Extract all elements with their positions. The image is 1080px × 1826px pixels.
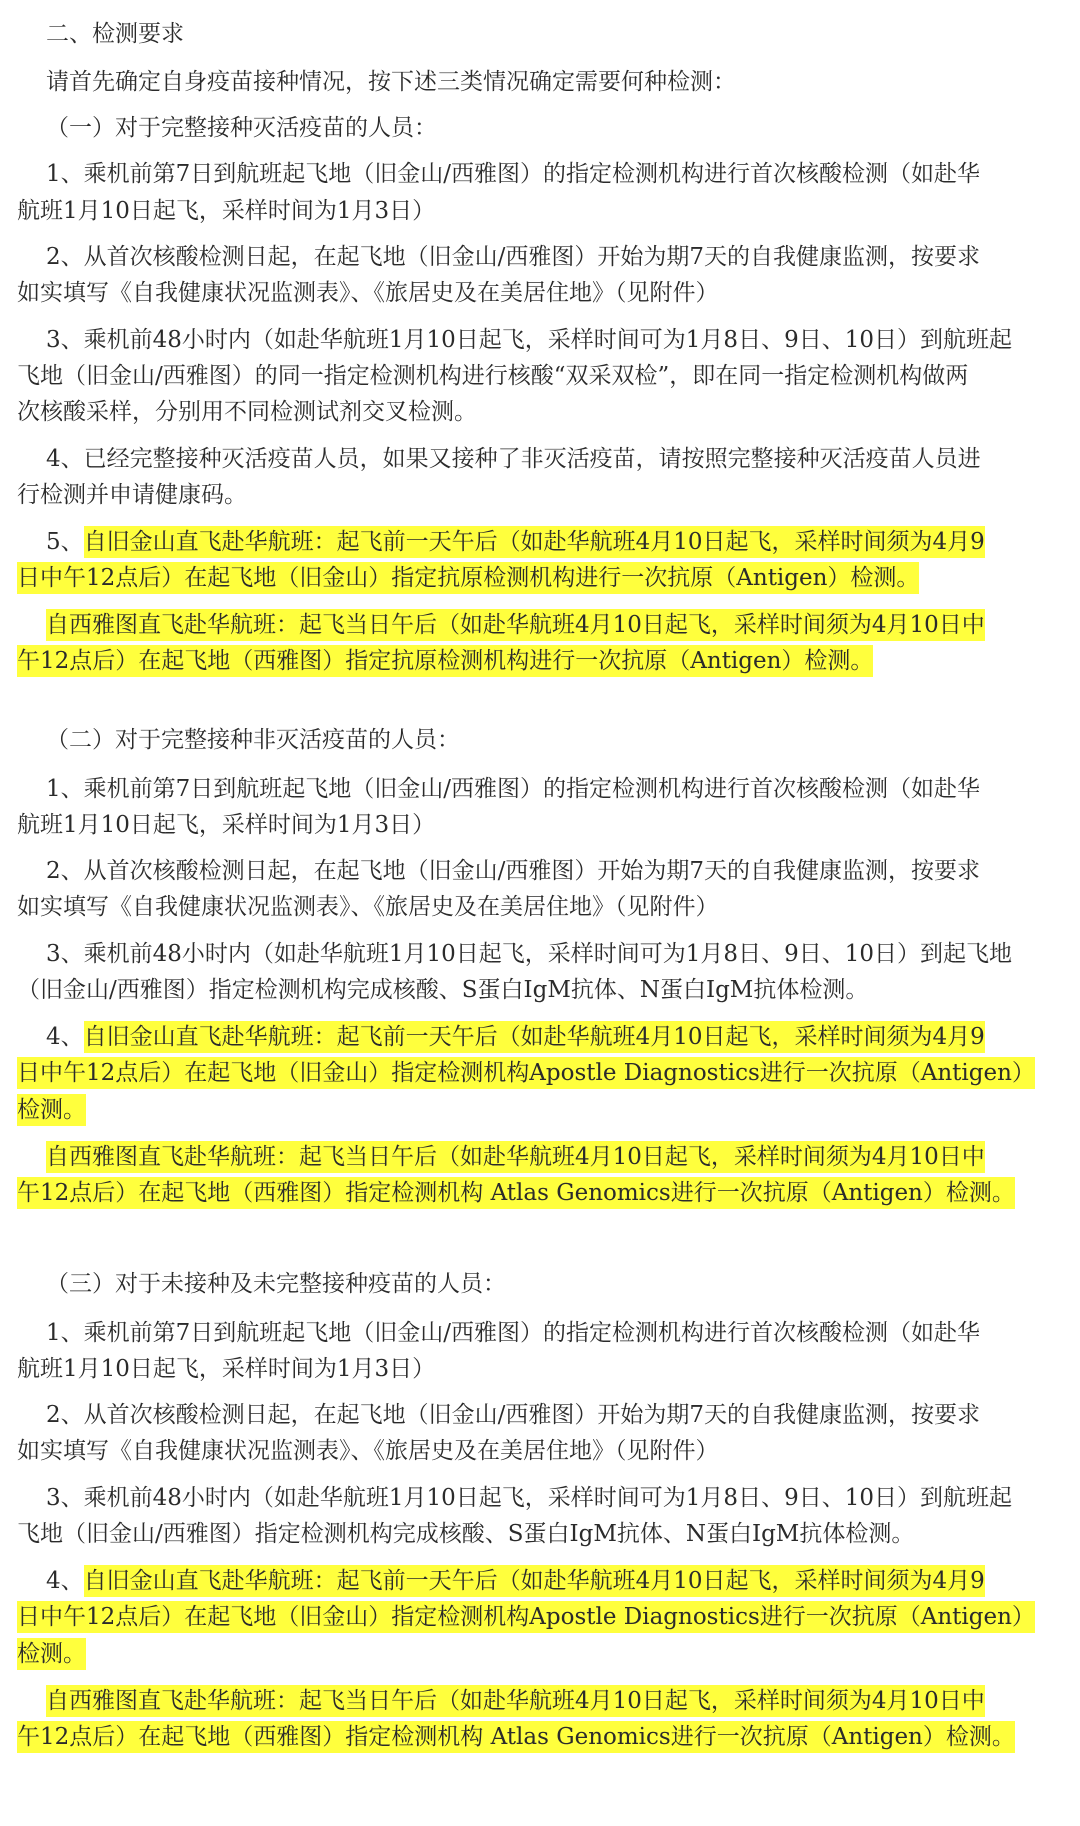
text-run: 飞地（旧金山/西雅图）的同一指定检测机构进行核酸“双采双检”，即在同一指定检测机构做两 [17, 363, 969, 389]
text-run: 2、从首次核酸检测日起，在起飞地（旧金山/西雅图）开始为期7天的自我健康监测，按要求 [46, 1402, 981, 1428]
text-run: 如实填写《自我健康状况监测表》、《旅居史及在美居住地》（见附件） [17, 894, 719, 920]
text-run: 2、从首次核酸检测日起，在起飞地（旧金山/西雅图）开始为期7天的自我健康监测，按要求 [46, 858, 981, 884]
s1-item2-line1 [46, 239, 1072, 275]
s1-item4-line2 [17, 477, 1072, 513]
s2-item4-line1 [46, 1019, 1072, 1055]
text-run: 1、乘机前第7日到航班起飞地（旧金山/西雅图）的指定检测机构进行首次核酸检测（如赴华 [46, 776, 981, 802]
text-run: （一）对于完整接种灭活疫苗的人员： [46, 115, 437, 141]
text-run: （三）对于未接种及未完整接种疫苗的人员： [46, 1271, 506, 1297]
highlight: 午12点后）在起飞地（西雅图）指定检测机构 Atlas Genomics进行一次抗原（Antigen）检测。 [17, 1724, 1015, 1750]
s2-item5-line2 [17, 1175, 1072, 1211]
s1-item5-line1 [46, 524, 1072, 560]
text-run: （二）对于完整接种非灭活疫苗的人员： [46, 727, 460, 753]
section3-title [46, 1266, 1072, 1302]
highlight: 自旧金山直飞赴华航班：起飞前一天午后（如赴华航班4月10日起飞，采样时间须为4月9 [83, 1568, 985, 1594]
s1-item6-line2 [17, 643, 1072, 679]
s2-item2-line2 [17, 889, 1072, 925]
highlight: 自旧金山直飞赴华航班：起飞前一天午后（如赴华航班4月10日起飞，采样时间须为4月9 [83, 529, 985, 555]
section-heading [46, 16, 1072, 52]
highlight: 自西雅图直飞赴华航班：起飞当日午后（如赴华航班4月10日起飞，采样时间须为4月10日中 [46, 1144, 985, 1170]
text-run: 航班1月10日起飞，采样时间为1月3日） [17, 198, 436, 224]
s1-item4-line1 [46, 441, 1072, 477]
highlight: 自西雅图直飞赴华航班：起飞当日午后（如赴华航班4月10日起飞，采样时间须为4月10日中 [46, 612, 985, 638]
s2-item4-line3 [17, 1092, 1072, 1128]
highlight: 检测。 [17, 1641, 86, 1667]
text-run: 3、乘机前48小时内（如赴华航班1月10日起飞，采样时间可为1月8日、9日、10日）到起飞地 [46, 941, 1012, 967]
s2-item1-line2 [17, 807, 1072, 843]
section2-title [46, 722, 1072, 758]
intro-text [46, 64, 1072, 100]
text-run: （旧金山/西雅图）指定检测机构完成核酸、S蛋白IgM抗体、N蛋白IgM抗体检测。 [17, 977, 869, 1003]
s1-item3-line2 [17, 358, 1072, 394]
s3-item4-number: 4、 [46, 1568, 84, 1594]
s1-item2-line2 [17, 275, 1072, 311]
text-run: 如实填写《自我健康状况监测表》、《旅居史及在美居住地》（见附件） [17, 280, 719, 306]
s2-item3-line1 [46, 936, 1072, 972]
text-run: 行检测并申请健康码。 [17, 482, 247, 508]
text-run: 飞地（旧金山/西雅图）指定检测机构完成核酸、S蛋白IgM抗体、N蛋白IgM抗体检测。 [17, 1521, 915, 1547]
s3-item3-line1 [46, 1480, 1072, 1516]
s2-item2-line1 [46, 853, 1072, 889]
s3-item4-line1 [46, 1563, 1072, 1599]
text-run: 如实填写《自我健康状况监测表》、《旅居史及在美居住地》（见附件） [17, 1438, 719, 1464]
text-run: 1、乘机前第7日到航班起飞地（旧金山/西雅图）的指定检测机构进行首次核酸检测（如赴华 [46, 1320, 981, 1346]
text-run: 次核酸采样，分别用不同检测试剂交叉检测。 [17, 399, 477, 425]
text-run: 2、从首次核酸检测日起，在起飞地（旧金山/西雅图）开始为期7天的自我健康监测，按要求 [46, 244, 981, 270]
s1-item3-line3 [17, 394, 1072, 430]
s1-item6-line1 [46, 607, 1072, 643]
s3-item1-line2 [17, 1351, 1072, 1387]
highlight: 日中午12点后）在起飞地（旧金山）指定检测机构Apostle Diagnostics进行一次抗原（Antigen） [17, 1604, 1035, 1630]
highlight: 自旧金山直飞赴华航班：起飞前一天午后（如赴华航班4月10日起飞，采样时间须为4月9 [83, 1024, 985, 1050]
s3-item5-line2 [17, 1719, 1072, 1755]
s2-item4-line2 [17, 1055, 1072, 1091]
text-run: 航班1月10日起飞，采样时间为1月3日） [17, 812, 436, 838]
s2-item1-line1 [46, 771, 1072, 807]
text-run: 请首先确定自身疫苗接种情况，按下述三类情况确定需要何种检测： [46, 69, 736, 95]
text-run: 3、乘机前48小时内（如赴华航班1月10日起飞，采样时间可为1月8日、9日、10日）到航班起 [46, 327, 1012, 353]
highlight: 午12点后）在起飞地（西雅图）指定抗原检测机构进行一次抗原（Antigen）检测。 [17, 648, 874, 674]
highlight: 午12点后）在起飞地（西雅图）指定检测机构 Atlas Genomics进行一次抗原（Antigen）检测。 [17, 1180, 1015, 1206]
text-run: 3、乘机前48小时内（如赴华航班1月10日起飞，采样时间可为1月8日、9日、10日）到航班起 [46, 1485, 1012, 1511]
s2-item4-number: 4、 [46, 1024, 84, 1050]
s1-item1-line1 [46, 156, 1072, 192]
section1-title [46, 110, 1072, 146]
s2-item3-line2 [17, 972, 1072, 1008]
s3-item2-line2 [17, 1433, 1072, 1469]
s3-item4-line3 [17, 1636, 1072, 1672]
s3-item5-line1 [46, 1683, 1072, 1719]
highlight: 日中午12点后）在起飞地（旧金山）指定抗原检测机构进行一次抗原（Antigen）检测。 [17, 565, 920, 591]
s2-item5-line1 [46, 1139, 1072, 1175]
s1-item3-line1 [46, 322, 1072, 358]
s1-item5-line2 [17, 560, 1072, 596]
highlight: 检测。 [17, 1097, 86, 1123]
highlight: 自西雅图直飞赴华航班：起飞当日午后（如赴华航班4月10日起飞，采样时间须为4月10日中 [46, 1688, 985, 1714]
text-run: 4、已经完整接种灭活疫苗人员，如果又接种了非灭活疫苗，请按照完整接种灭活疫苗人员进 [46, 446, 981, 472]
s3-item1-line1 [46, 1315, 1072, 1351]
s3-item2-line1 [46, 1397, 1072, 1433]
s1-item5-number: 5、 [46, 529, 84, 555]
text-run: 航班1月10日起飞，采样时间为1月3日） [17, 1356, 436, 1382]
highlight: 日中午12点后）在起飞地（旧金山）指定检测机构Apostle Diagnostics进行一次抗原（Antigen） [17, 1060, 1035, 1086]
s3-item3-line2 [17, 1516, 1072, 1552]
s3-item4-line2 [17, 1599, 1072, 1635]
s1-item1-line2 [17, 193, 1072, 229]
text-run: 1、乘机前第7日到航班起飞地（旧金山/西雅图）的指定检测机构进行首次核酸检测（如赴华 [46, 161, 981, 187]
text-run: 二、检测要求 [46, 21, 184, 47]
